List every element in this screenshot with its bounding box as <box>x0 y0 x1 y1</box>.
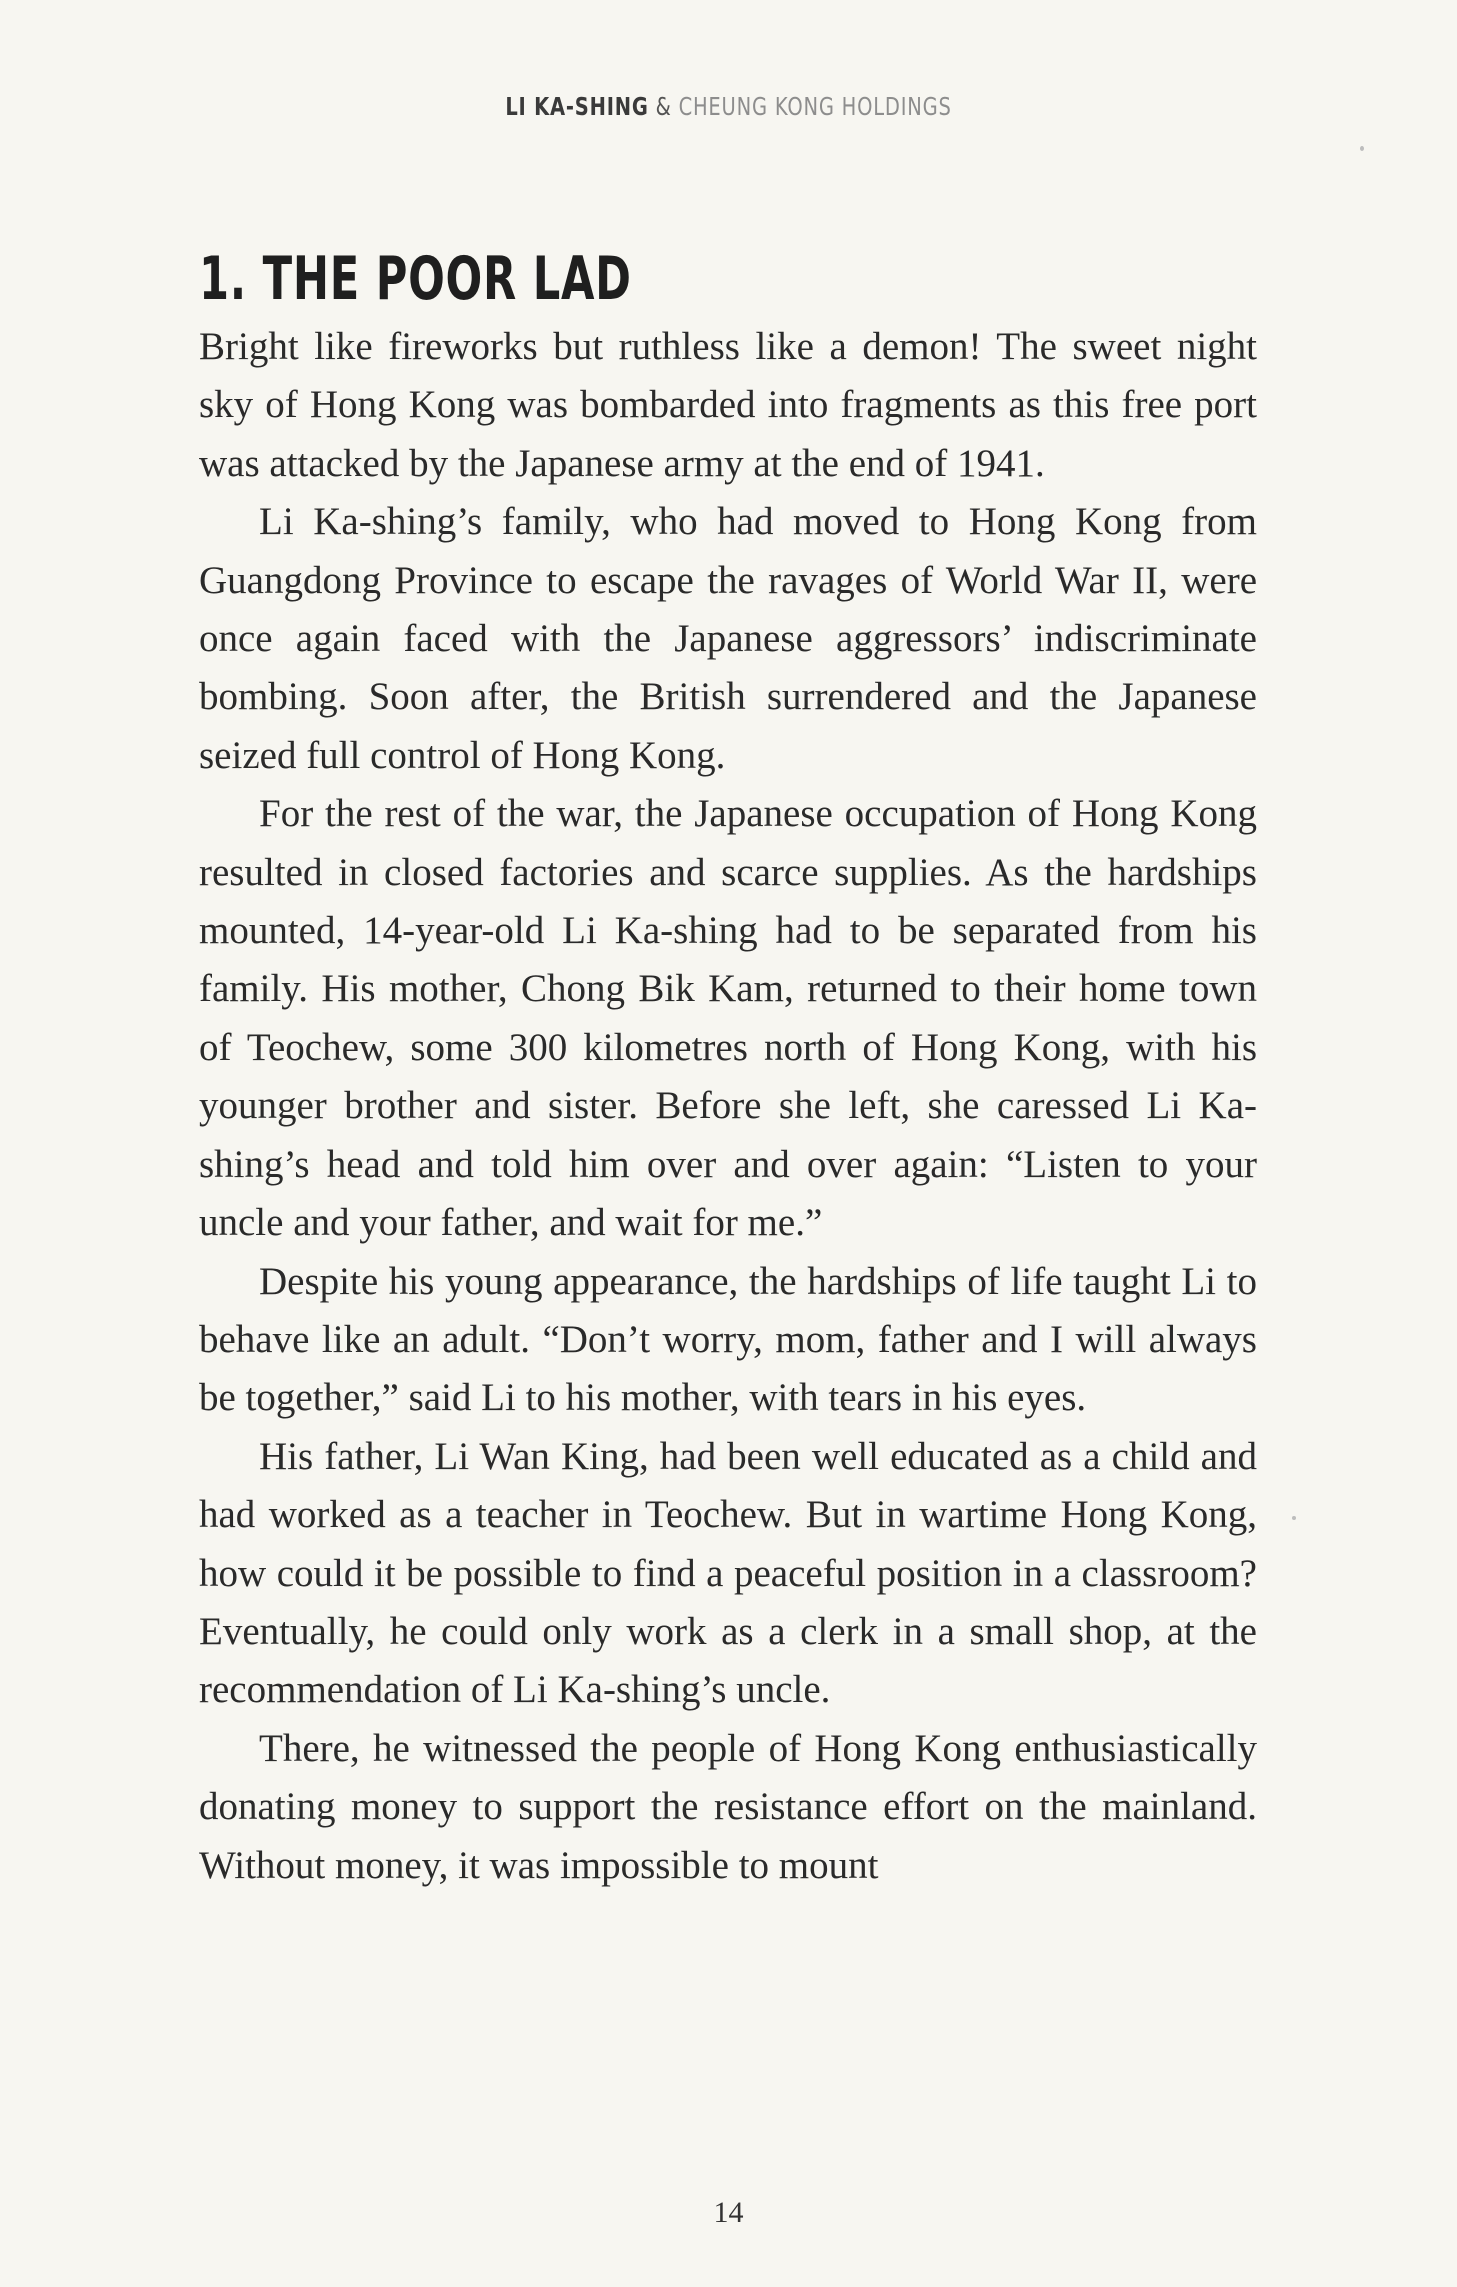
header-ampersand: & <box>655 92 672 121</box>
paragraph-6: There, he witnessed the people of Hong Kong enthusiastically donating money to support the resistance effort on the mainland. Without money, it was impossible to mount <box>199 1726 1257 1887</box>
paragraph-3: For the rest of the war, the Japanese occupation of Hong Kong resulted in closed factories and scarce supplies. As the hardships mounted, 14-year-old Li Ka-shing had to be separated from his family. His mother, Chong Bik Kam, returned to their home town of Teochew, some 300 kilometres north of Hong Kong, with his younger brother and sister. Before she left, she caressed Li Ka-shing’s head and told him over and over again: “Listen to your uncle and your father, and wait for me.” <box>199 792 1257 1245</box>
page-number: 14 <box>713 2196 744 2229</box>
chapter-body <box>199 318 1257 1895</box>
header-company-name: CHEUNG KONG HOLDINGS <box>678 92 952 121</box>
running-header <box>160 92 1296 121</box>
paper-speck <box>1292 1516 1296 1520</box>
chapter-title: 1. THE POOR LAD <box>199 244 632 314</box>
paragraph-4: Despite his young appearance, the hardships of life taught Li to behave like an adult. “Don’t worry, mom, father and I will always be together,” said Li to his mother, with tears in his eyes. <box>199 1259 1257 1420</box>
paper-speck <box>1360 146 1364 151</box>
paragraph-5: His father, Li Wan King, had been well educated as a child and had worked as a teacher in Teochew. But in wartime Hong Kong, how could it be possible to find a peaceful position in a classroom? Eventually, he could only work as a clerk in a small shop, at the recommendation of Li Ka-shing’s uncle. <box>199 1434 1257 1712</box>
paragraph-2: Li Ka-shing’s family, who had moved to Hong Kong from Guangdong Province to escape the ravages of World War II, were once again faced with the Japanese aggressors’ indiscriminate bombing. Soon after, the British surrendered and the Japanese seized full control of Hong Kong. <box>199 500 1257 777</box>
paragraph-1: Bright like fireworks but ruthless like a demon! The sweet night sky of Hong Kong was bombarded into fragments as this free port was attacked by the Japanese army at the end of 1941. <box>199 325 1257 485</box>
header-book-title: LI KA-SHING <box>505 92 649 121</box>
